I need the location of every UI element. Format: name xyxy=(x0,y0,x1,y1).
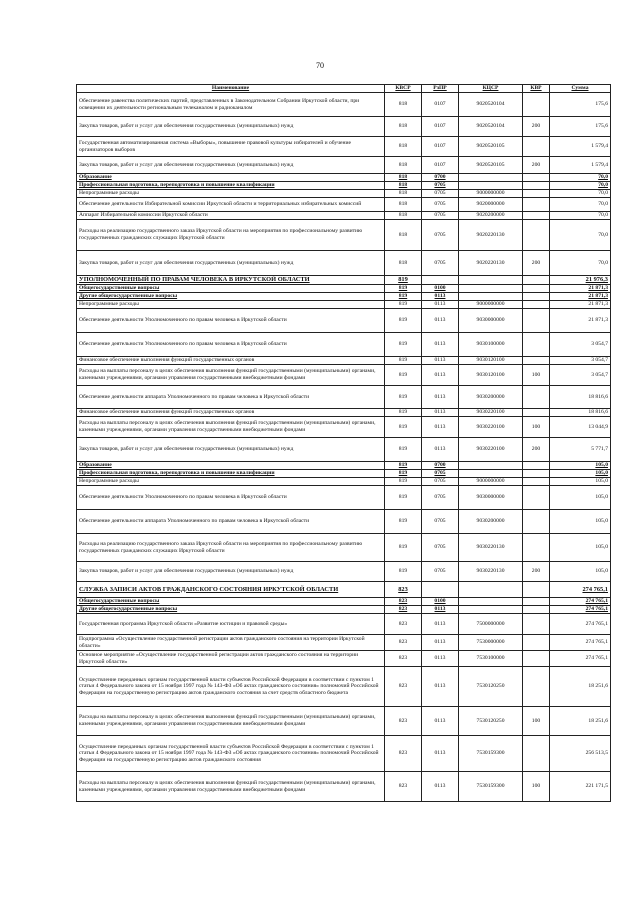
cell-kcsr xyxy=(459,285,523,293)
cell-sum: 18 816,6 xyxy=(550,386,611,409)
table-row xyxy=(77,220,611,251)
cell-kvsr: 819 xyxy=(385,333,422,357)
cell-kvsr: 823 xyxy=(385,598,422,606)
cell-rzpr: 0705 xyxy=(422,220,459,251)
cell-kvr xyxy=(523,606,550,614)
cell-rzpr: 0113 xyxy=(422,651,459,667)
cell-kcsr: 9030120100 xyxy=(459,357,523,365)
table-row xyxy=(77,309,611,333)
cell-kvsr: 818 xyxy=(385,182,422,190)
cell-kvsr: 818 xyxy=(385,137,422,157)
cell-sum: 18 816,6 xyxy=(550,409,611,417)
table-row xyxy=(77,365,611,386)
cell-kvr xyxy=(523,293,550,301)
table-row xyxy=(77,534,611,562)
cell-kvr: 100 xyxy=(523,365,550,386)
cell-name: Непрограммные расходы xyxy=(77,190,385,198)
cell-kcsr xyxy=(459,293,523,301)
cell-sum: 18 251,6 xyxy=(550,707,611,736)
cell-kvr xyxy=(523,357,550,365)
table-row xyxy=(77,707,611,736)
cell-kvr: 200 xyxy=(523,251,550,276)
cell-sum: 105,0 xyxy=(550,470,611,478)
cell-kcsr xyxy=(459,598,523,606)
cell-kvsr: 823 xyxy=(385,707,422,736)
cell-name: Подпрограмма «Осуществление государственной регистрации актов гражданского состояния на территории Иркутской области» xyxy=(77,635,385,651)
cell-kcsr: 7530120250 xyxy=(459,667,523,707)
cell-name: Закупка товаров, работ и услуг для обеспечения государственных (муниципальных) нужд xyxy=(77,438,385,462)
cell-kvr xyxy=(523,386,550,409)
cell-kvsr: 823 xyxy=(385,667,422,707)
cell-rzpr: 0700 xyxy=(422,462,459,470)
cell-kvr xyxy=(523,220,550,251)
table-row xyxy=(77,462,611,470)
cell-kvr xyxy=(523,667,550,707)
table-row xyxy=(77,614,611,635)
cell-name: Профессиональная подготовка, переподготовка и повышение квалификации xyxy=(77,182,385,190)
cell-sum: 1 579,4 xyxy=(550,137,611,157)
cell-name: Расходы на выплаты персоналу в целях обеспечения выполнения функций государственными (муниципальными) органами, казенными учреждениями, органами управления государственными внебюджетными фондами xyxy=(77,365,385,386)
cell-name: Финансовое обеспечение выполнения функций государственных органов xyxy=(77,357,385,365)
cell-rzpr: 0705 xyxy=(422,251,459,276)
cell-kvsr: 819 xyxy=(385,301,422,309)
cell-name: Обеспечение деятельности Уполномоченного по правам человека в Иркутской области xyxy=(77,486,385,510)
cell-rzpr: 0705 xyxy=(422,198,459,212)
header-kcsr: КЦСР xyxy=(459,85,523,93)
cell-kcsr: 9030200000 xyxy=(459,386,523,409)
cell-rzpr: 0113 xyxy=(422,707,459,736)
cell-sum: 21 976,3 xyxy=(550,276,611,285)
cell-sum: 70,0 xyxy=(550,220,611,251)
cell-kcsr: 9030220100 xyxy=(459,409,523,417)
table-row xyxy=(77,212,611,220)
cell-kvr xyxy=(523,736,550,772)
cell-kvr xyxy=(523,470,550,478)
cell-kvr xyxy=(523,614,550,635)
cell-kvsr: 819 xyxy=(385,417,422,438)
cell-sum: 256 513,5 xyxy=(550,736,611,772)
cell-kvsr: 819 xyxy=(385,470,422,478)
cell-sum: 274 765,1 xyxy=(550,582,611,598)
cell-kcsr: 9030200000 xyxy=(459,510,523,534)
cell-kvsr: 823 xyxy=(385,582,422,598)
cell-kcsr xyxy=(459,470,523,478)
cell-kvr xyxy=(523,182,550,190)
cell-kvr xyxy=(523,510,550,534)
cell-kvr xyxy=(523,301,550,309)
cell-rzpr: 0113 xyxy=(422,614,459,635)
cell-kcsr: 9020520105 xyxy=(459,137,523,157)
cell-sum: 105,0 xyxy=(550,562,611,582)
cell-kvsr: 823 xyxy=(385,606,422,614)
cell-sum: 70,0 xyxy=(550,190,611,198)
header-sum: Сумма xyxy=(550,85,611,93)
header-kvsr: КВСР xyxy=(385,85,422,93)
cell-sum: 105,0 xyxy=(550,510,611,534)
cell-name: Непрограммные расходы xyxy=(77,478,385,486)
cell-kcsr: 9030220130 xyxy=(459,562,523,582)
cell-kvsr: 819 xyxy=(385,510,422,534)
table-row xyxy=(77,198,611,212)
cell-kcsr: 7500000000 xyxy=(459,614,523,635)
cell-kvr xyxy=(523,486,550,510)
table-row xyxy=(77,478,611,486)
cell-rzpr: 0113 xyxy=(422,386,459,409)
cell-kvsr: 819 xyxy=(385,386,422,409)
cell-kvsr: 819 xyxy=(385,438,422,462)
cell-name: Обеспечение деятельности аппарата Уполномоченного по правам человека в Иркутской области xyxy=(77,510,385,534)
cell-rzpr: 0113 xyxy=(422,417,459,438)
cell-kvr xyxy=(523,651,550,667)
cell-sum: 70,0 xyxy=(550,251,611,276)
cell-kvr: 100 xyxy=(523,772,550,802)
table-row xyxy=(77,598,611,606)
cell-kvsr: 819 xyxy=(385,562,422,582)
cell-name: Обеспечение деятельности Уполномоченного по правам человека в Иркутской области xyxy=(77,309,385,333)
cell-name: Образование xyxy=(77,174,385,182)
cell-kvr xyxy=(523,93,550,117)
cell-name: Другие общегосударственные вопросы xyxy=(77,293,385,301)
cell-sum: 70,0 xyxy=(550,198,611,212)
cell-kvr xyxy=(523,534,550,562)
cell-kcsr: 9030220100 xyxy=(459,417,523,438)
cell-rzpr: 0705 xyxy=(422,486,459,510)
cell-sum: 70,0 xyxy=(550,212,611,220)
cell-kvr: 200 xyxy=(523,157,550,174)
cell-kcsr: 7530159300 xyxy=(459,772,523,802)
table-row xyxy=(77,301,611,309)
cell-name: Обеспечение равенства политических партий, представленных в Законодательном Собрании Иркутской области, при освещении их деятельности региональным телеканалом и радиоканалом xyxy=(77,93,385,117)
cell-kcsr: 7530100000 xyxy=(459,651,523,667)
cell-rzpr: 0107 xyxy=(422,137,459,157)
cell-name: Государственная автоматизированная система «Выборы», повышение правовой культуры избирателей и обучение организаторов выборов xyxy=(77,137,385,157)
cell-kvsr: 823 xyxy=(385,772,422,802)
table-row xyxy=(77,174,611,182)
cell-name: Общегосударственные вопросы xyxy=(77,285,385,293)
cell-kcsr: 9030100000 xyxy=(459,333,523,357)
cell-kcsr: 7530000000 xyxy=(459,635,523,651)
cell-kvsr: 819 xyxy=(385,309,422,333)
cell-kcsr: 9020520105 xyxy=(459,157,523,174)
table-row xyxy=(77,276,611,285)
cell-kvr xyxy=(523,598,550,606)
cell-kvsr: 819 xyxy=(385,486,422,510)
cell-kcsr: 9020220130 xyxy=(459,220,523,251)
cell-name: Непрограммные расходы xyxy=(77,301,385,309)
cell-rzpr: 0107 xyxy=(422,117,459,137)
cell-kvsr: 818 xyxy=(385,174,422,182)
cell-sum: 105,0 xyxy=(550,462,611,470)
cell-name: Расходы на выплаты персоналу в целях обеспечения выполнения функций государственными (муниципальными) органами, казенными учреждениями, органами управления государственными внебюджетными фондами xyxy=(77,707,385,736)
cell-name: Обеспечение деятельности Избирательной комиссии Иркутской области и территориальных избирательных комиссий xyxy=(77,198,385,212)
cell-name: УПОЛНОМОЧЕННЫЙ ПО ПРАВАМ ЧЕЛОВЕКА В ИРКУТСКОЙ ОБЛАСТИ xyxy=(77,276,385,285)
cell-rzpr: 0705 xyxy=(422,510,459,534)
cell-sum: 1 579,4 xyxy=(550,157,611,174)
cell-sum: 274 765,1 xyxy=(550,598,611,606)
cell-sum: 21 871,3 xyxy=(550,285,611,293)
cell-kvsr: 819 xyxy=(385,462,422,470)
cell-kcsr: 9020520104 xyxy=(459,117,523,137)
cell-rzpr: 0100 xyxy=(422,285,459,293)
cell-name: Аппарат Избирательной комиссии Иркутской области xyxy=(77,212,385,220)
cell-name: Осуществление переданных органам государственной власти субъектов Российской Федерации в соответствии с пунктом 1 статьи 4 Федерального закона от 15 ноября 1997 года № 143-ФЗ «Об актах гражданского состояния» полномочий Российской Федерации на государственную регистрацию актов гражданского состояния xyxy=(77,736,385,772)
cell-kvsr: 819 xyxy=(385,357,422,365)
header-name: Наименование xyxy=(77,85,385,93)
cell-kvr xyxy=(523,137,550,157)
cell-name: Основное мероприятие «Осуществление государственной регистрации актов гражданского состояния на территории Иркутской области» xyxy=(77,651,385,667)
cell-rzpr: 0113 xyxy=(422,772,459,802)
table-row xyxy=(77,182,611,190)
cell-kvsr: 818 xyxy=(385,190,422,198)
cell-kcsr: 9030000000 xyxy=(459,309,523,333)
cell-kvr xyxy=(523,478,550,486)
cell-sum: 3 054,7 xyxy=(550,357,611,365)
cell-sum: 105,0 xyxy=(550,534,611,562)
cell-sum: 105,0 xyxy=(550,478,611,486)
table-row xyxy=(77,651,611,667)
page-number: 70 xyxy=(316,61,324,70)
cell-rzpr: 0113 xyxy=(422,667,459,707)
cell-rzpr: 0113 xyxy=(422,409,459,417)
cell-sum: 3 054,7 xyxy=(550,333,611,357)
cell-kvr xyxy=(523,409,550,417)
cell-sum: 3 054,7 xyxy=(550,365,611,386)
cell-rzpr: 0705 xyxy=(422,190,459,198)
cell-kvsr: 819 xyxy=(385,409,422,417)
cell-kvr xyxy=(523,212,550,220)
table-row xyxy=(77,137,611,157)
cell-kcsr: 9020200000 xyxy=(459,212,523,220)
cell-rzpr: 0113 xyxy=(422,736,459,772)
cell-kvsr: 818 xyxy=(385,93,422,117)
cell-rzpr: 0100 xyxy=(422,598,459,606)
table-row xyxy=(77,470,611,478)
cell-kcsr xyxy=(459,462,523,470)
cell-rzpr: 0113 xyxy=(422,293,459,301)
cell-kcsr xyxy=(459,174,523,182)
cell-name: Расходы на реализацию государственного заказа Иркутской области на мероприятия по профессиональному развитию государственных гражданских служащих Иркутской области xyxy=(77,534,385,562)
cell-rzpr: 0107 xyxy=(422,93,459,117)
table-row xyxy=(77,93,611,117)
table-row xyxy=(77,417,611,438)
cell-rzpr: 0700 xyxy=(422,174,459,182)
cell-kcsr: 9030220100 xyxy=(459,438,523,462)
cell-rzpr: 0705 xyxy=(422,534,459,562)
cell-sum: 221 171,5 xyxy=(550,772,611,802)
cell-kcsr xyxy=(459,276,523,285)
cell-kcsr xyxy=(459,606,523,614)
cell-kvr xyxy=(523,190,550,198)
cell-rzpr: 0113 xyxy=(422,309,459,333)
cell-name: Обеспечение деятельности аппарата Уполномоченного по правам человека в Иркутской области xyxy=(77,386,385,409)
cell-kvsr: 823 xyxy=(385,736,422,772)
cell-sum: 175,6 xyxy=(550,93,611,117)
cell-name: Обеспечение деятельности Уполномоченного по правам человека в Иркутской области xyxy=(77,333,385,357)
cell-kvsr: 819 xyxy=(385,276,422,285)
cell-sum: 274 765,1 xyxy=(550,606,611,614)
table-row xyxy=(77,772,611,802)
table-row xyxy=(77,285,611,293)
table-body xyxy=(77,93,611,802)
cell-rzpr: 0113 xyxy=(422,301,459,309)
cell-sum: 274 765,1 xyxy=(550,651,611,667)
cell-kcsr xyxy=(459,182,523,190)
cell-kcsr: 7530120250 xyxy=(459,707,523,736)
cell-kvsr: 823 xyxy=(385,651,422,667)
cell-rzpr: 0113 xyxy=(422,365,459,386)
table-row xyxy=(77,635,611,651)
cell-kvsr: 823 xyxy=(385,614,422,635)
cell-kcsr: 9020000000 xyxy=(459,198,523,212)
cell-kcsr: 9030000000 xyxy=(459,486,523,510)
cell-kvr xyxy=(523,582,550,598)
budget-table xyxy=(76,84,611,802)
cell-rzpr: 0705 xyxy=(422,478,459,486)
cell-name: Закупка товаров, работ и услуг для обеспечения государственных (муниципальных) нужд xyxy=(77,117,385,137)
table-row xyxy=(77,510,611,534)
cell-kcsr: 9020520104 xyxy=(459,93,523,117)
cell-name: Другие общегосударственные вопросы xyxy=(77,606,385,614)
cell-name: Расходы на выплаты персоналу в целях обеспечения выполнения функций государственными (муниципальными) органами, казенными учреждениями, органами управления государственными внебюджетными фондами xyxy=(77,417,385,438)
cell-name: Расходы на выплаты персоналу в целях обеспечения выполнения функций государственными (муниципальными) органами, казенными учреждениями, органами управления государственными внебюджетными фондами xyxy=(77,772,385,802)
cell-kcsr xyxy=(459,582,523,598)
cell-kvsr: 823 xyxy=(385,635,422,651)
cell-kcsr: 9000000000 xyxy=(459,301,523,309)
cell-rzpr xyxy=(422,582,459,598)
cell-kvsr: 819 xyxy=(385,478,422,486)
header-rzpr: РзПР xyxy=(422,85,459,93)
cell-rzpr: 0107 xyxy=(422,157,459,174)
cell-rzpr: 0705 xyxy=(422,562,459,582)
cell-kvsr: 818 xyxy=(385,117,422,137)
cell-name: СЛУЖБА ЗАПИСИ АКТОВ ГРАЖДАНСКОГО СОСТОЯНИЯ ИРКУТСКОЙ ОБЛАСТИ xyxy=(77,582,385,598)
cell-sum: 21 871,3 xyxy=(550,301,611,309)
cell-kcsr: 9030220130 xyxy=(459,534,523,562)
cell-name: Общегосударственные вопросы xyxy=(77,598,385,606)
table-row xyxy=(77,582,611,598)
cell-sum: 274 765,1 xyxy=(550,614,611,635)
cell-kvsr: 819 xyxy=(385,285,422,293)
cell-kcsr: 9000000000 xyxy=(459,190,523,198)
cell-kvr: 200 xyxy=(523,438,550,462)
cell-kvr xyxy=(523,174,550,182)
cell-name: Профессиональная подготовка, переподготовка и повышение квалификации xyxy=(77,470,385,478)
cell-name: Финансовое обеспечение выполнения функций государственных органов xyxy=(77,409,385,417)
cell-kvr xyxy=(523,285,550,293)
table-row xyxy=(77,386,611,409)
table-row xyxy=(77,486,611,510)
cell-kvr xyxy=(523,333,550,357)
cell-kvsr: 818 xyxy=(385,157,422,174)
table-row xyxy=(77,562,611,582)
table-row xyxy=(77,117,611,137)
cell-kvsr: 818 xyxy=(385,251,422,276)
table-row xyxy=(77,157,611,174)
cell-kcsr: 9000000000 xyxy=(459,478,523,486)
cell-kvsr: 819 xyxy=(385,293,422,301)
cell-sum: 18 251,6 xyxy=(550,667,611,707)
cell-name: Образование xyxy=(77,462,385,470)
cell-name: Осуществление переданных органам государственной власти субъектов Российской Федерации в соответствии с пунктом 1 статьи 4 Федерального закона от 15 ноября 1997 года № 143-ФЗ «Об актах гражданского состояния» полномочий Российской Федерации на государственную регистрацию актов гражданского состояния за счет средств областного бюджета xyxy=(77,667,385,707)
cell-rzpr: 0113 xyxy=(422,606,459,614)
cell-kvr xyxy=(523,635,550,651)
cell-name: Закупка товаров, работ и услуг для обеспечения государственных (муниципальных) нужд xyxy=(77,251,385,276)
cell-sum: 70,0 xyxy=(550,174,611,182)
cell-name: Расходы на реализацию государственного заказа Иркутской области на мероприятия по профессиональному развитию государственных гражданских служащих Иркутской области xyxy=(77,220,385,251)
table-row xyxy=(77,251,611,276)
table-row xyxy=(77,438,611,462)
table-row xyxy=(77,190,611,198)
table-header-row xyxy=(77,85,611,93)
table-row xyxy=(77,333,611,357)
cell-rzpr xyxy=(422,276,459,285)
cell-rzpr: 0705 xyxy=(422,182,459,190)
cell-kvr: 200 xyxy=(523,117,550,137)
cell-rzpr: 0113 xyxy=(422,333,459,357)
cell-kcsr: 7530159300 xyxy=(459,736,523,772)
cell-kvsr: 818 xyxy=(385,198,422,212)
cell-kvsr: 819 xyxy=(385,365,422,386)
cell-kvr: 200 xyxy=(523,562,550,582)
cell-sum: 274 765,1 xyxy=(550,635,611,651)
cell-sum: 13 044,9 xyxy=(550,417,611,438)
table-row xyxy=(77,736,611,772)
cell-name: Закупка товаров, работ и услуг для обеспечения государственных (муниципальных) нужд xyxy=(77,562,385,582)
cell-sum: 21 871,3 xyxy=(550,309,611,333)
cell-kcsr: 9020220130 xyxy=(459,251,523,276)
cell-kvr xyxy=(523,309,550,333)
cell-sum: 70,0 xyxy=(550,182,611,190)
cell-kvr xyxy=(523,462,550,470)
cell-rzpr: 0113 xyxy=(422,635,459,651)
cell-rzpr: 0113 xyxy=(422,357,459,365)
cell-kvr xyxy=(523,276,550,285)
cell-kcsr: 9030120100 xyxy=(459,365,523,386)
table-row xyxy=(77,667,611,707)
cell-rzpr: 0705 xyxy=(422,470,459,478)
cell-sum: 175,6 xyxy=(550,117,611,137)
cell-kvr: 100 xyxy=(523,417,550,438)
cell-sum: 105,0 xyxy=(550,486,611,510)
table-row xyxy=(77,409,611,417)
cell-name: Закупка товаров, работ и услуг для обеспечения государственных (муниципальных) нужд xyxy=(77,157,385,174)
table-row xyxy=(77,357,611,365)
cell-kvsr: 819 xyxy=(385,534,422,562)
cell-name: Государственная программа Иркутской области «Развитие юстиции и правовой среды» xyxy=(77,614,385,635)
table-row xyxy=(77,293,611,301)
cell-sum: 5 771,7 xyxy=(550,438,611,462)
header-kvr: КВР xyxy=(523,85,550,93)
table-row xyxy=(77,606,611,614)
cell-kvsr: 818 xyxy=(385,220,422,251)
cell-sum: 21 871,3 xyxy=(550,293,611,301)
cell-rzpr: 0705 xyxy=(422,212,459,220)
cell-rzpr: 0113 xyxy=(422,438,459,462)
cell-kvr xyxy=(523,198,550,212)
cell-kvr: 100 xyxy=(523,707,550,736)
cell-kvsr: 818 xyxy=(385,212,422,220)
